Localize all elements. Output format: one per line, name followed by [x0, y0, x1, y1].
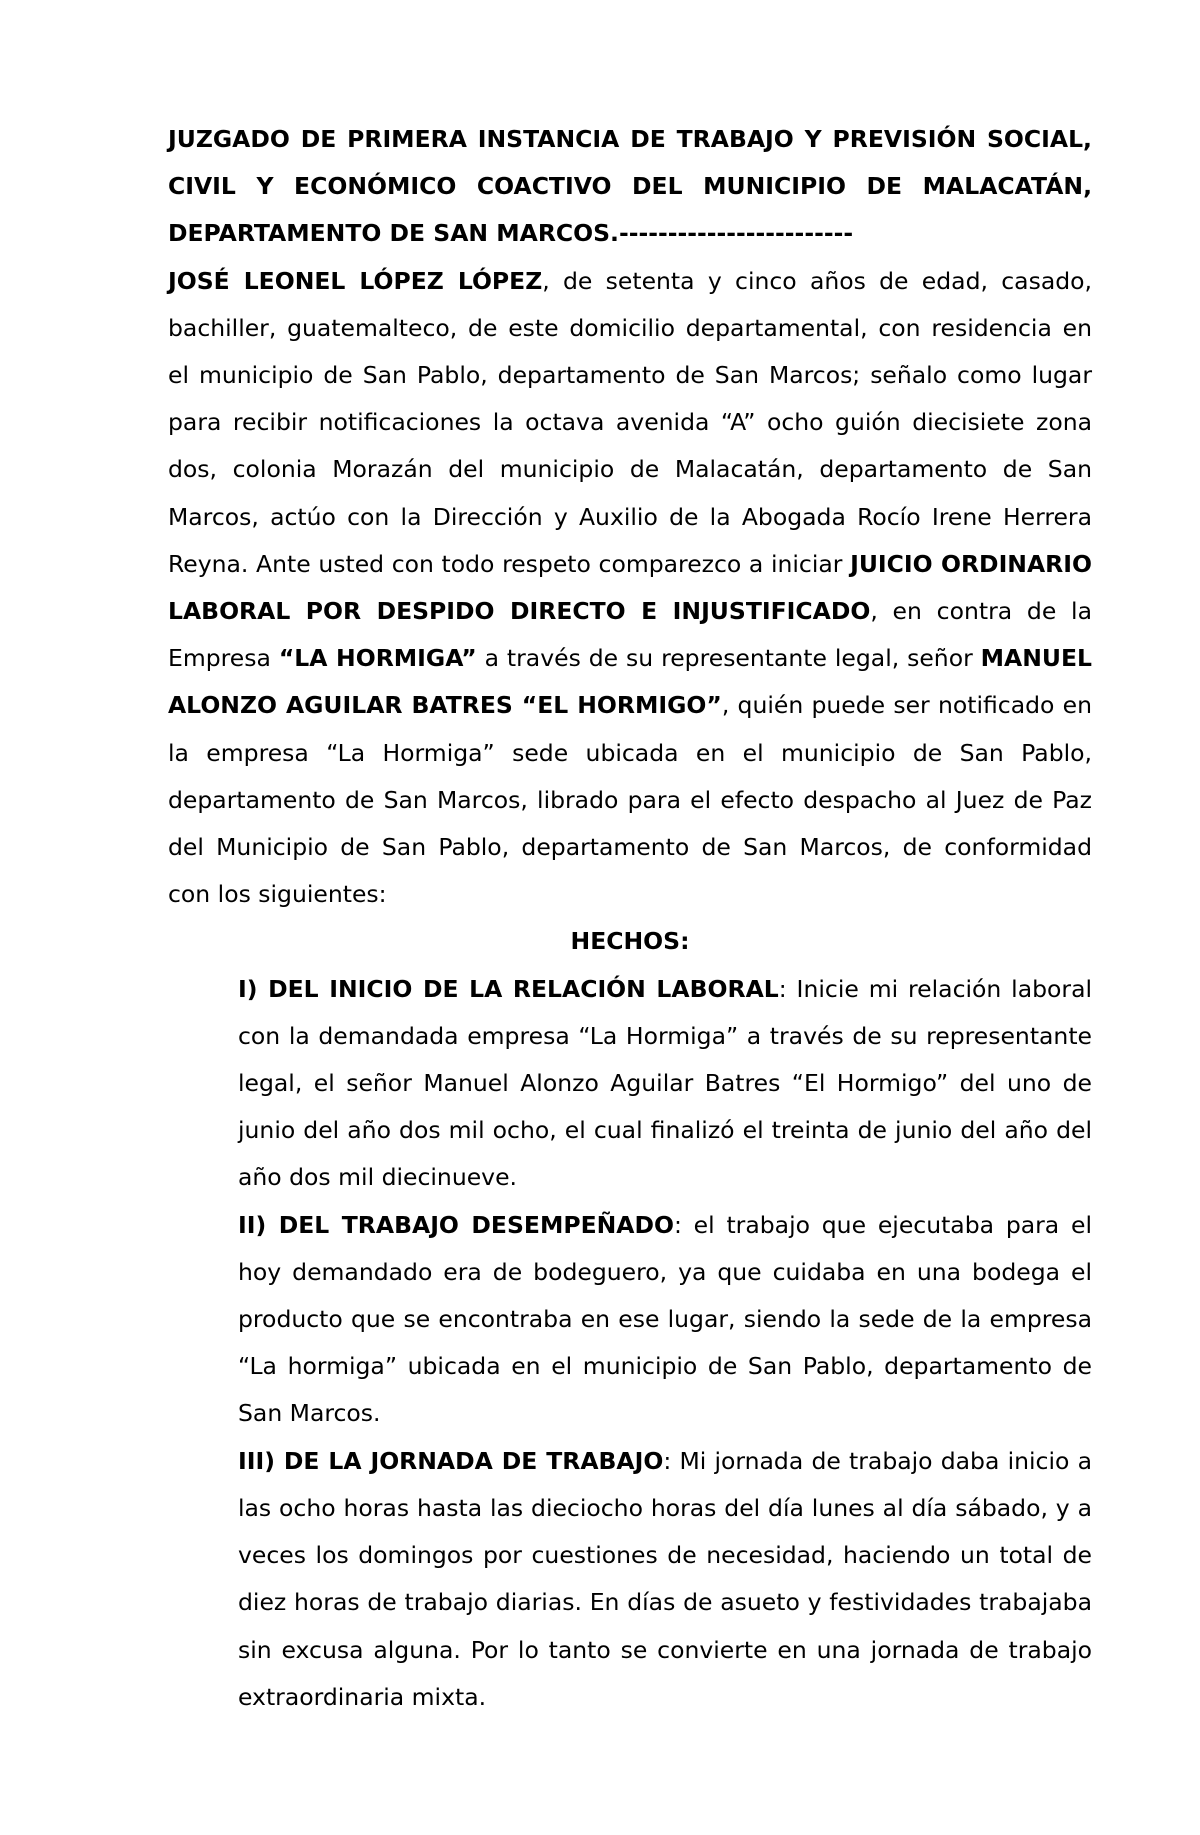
intro-text-4: , quién puede ser notificado en la empresa “La Hormiga” sede ubicada en el municipio de San Pablo, departamento de San Marcos, librado para el efecto despacho al Juez de Paz del Municipio de San Pablo, departamento de San Marcos, de conformidad con los siguientes:: [168, 691, 1092, 909]
representative-name: MANUEL ALONZO AGUILAR BATRES “EL HORMIGO”: [168, 644, 1093, 720]
document-page: [168, 116, 1092, 1721]
claim-type: JUICIO ORDINARIO LABORAL POR DESPIDO DIRECTO E INJUSTIFICADO: [168, 549, 1092, 626]
intro-text-1: , de setenta y cinco años de edad, casado, bachiller, guatemalteco, de este domicilio departamental, con residencia en el municipio de San Pablo, departamento de San Marcos; señalo como lugar para recibir notificaciones la octava avenida “A” ocho guión diecisiete zona dos, colonia Morazán del municipio de Malacatán, departamento de San Marcos, actúo con la Dirección y Auxilio de la Abogada Rocío Irene Herrera Reyna. Ante usted con todo respeto comparezco a iniciar: [168, 266, 1092, 578]
court-header-text: JUZGADO DE PRIMERA INSTANCIA DE TRABAJO Y PREVISIÓN SOCIAL, CIVIL Y ECONÓMICO COACTIVO DEL MUNICIPIO DE MALACATÁN, DEPARTAMENTO DE SAN MARCOS.: [168, 125, 1092, 248]
fact-title: I) DEL INICIO DE LA RELACIÓN LABORAL: [238, 974, 779, 1003]
fact-text: : el trabajo que ejecutaba para el hoy demandado era de bodeguero, ya que cuidaba en una bodega el producto que se encontraba en ese lugar, siendo la sede de la empresa “La hormiga” ubicada en el municipio de San Pablo, departamento de San Marcos.: [238, 1210, 1092, 1428]
intro-paragraph: [168, 258, 1092, 919]
plaintiff-name: JOSÉ LEONEL LÓPEZ LÓPEZ: [168, 266, 543, 295]
court-header: [168, 116, 1092, 258]
facts-heading: HECHOS:: [570, 927, 690, 956]
fact-item-2: [238, 1202, 1092, 1438]
intro-text-2: , en contra de la Empresa: [168, 597, 1092, 673]
fact-title: III) DE LA JORNADA DE TRABAJO: [238, 1446, 664, 1475]
fact-text: : Inicie mi relación laboral con la demandada empresa “La Hormiga” a través de su representante legal, el señor Manuel Alonzo Aguilar Batres “El Hormigo” del uno de junio del año dos mil ocho, el cual finalizó el treinta de junio del año del año dos mil diecinueve.: [238, 974, 1092, 1192]
intro-text-3: a través de su representante legal, señor: [476, 644, 981, 673]
company-name: “LA HORMIGA”: [278, 644, 477, 673]
header-dashes: ------------------------: [619, 219, 854, 248]
fact-item-3: [238, 1438, 1092, 1721]
fact-title: II) DEL TRABAJO DESEMPEÑADO: [238, 1210, 674, 1239]
fact-item-1: [238, 966, 1092, 1202]
fact-text: : Mi jornada de trabajo daba inicio a las ocho horas hasta las dieciocho horas del día lunes al día sábado, y a veces los domingos por cuestiones de necesidad, haciendo un total de diez horas de trabajo diarias. En días de asueto y festividades trabajaba sin excusa alguna. Por lo tanto se convierte en una jornada de trabajo extraordinaria mixta.: [238, 1446, 1092, 1711]
